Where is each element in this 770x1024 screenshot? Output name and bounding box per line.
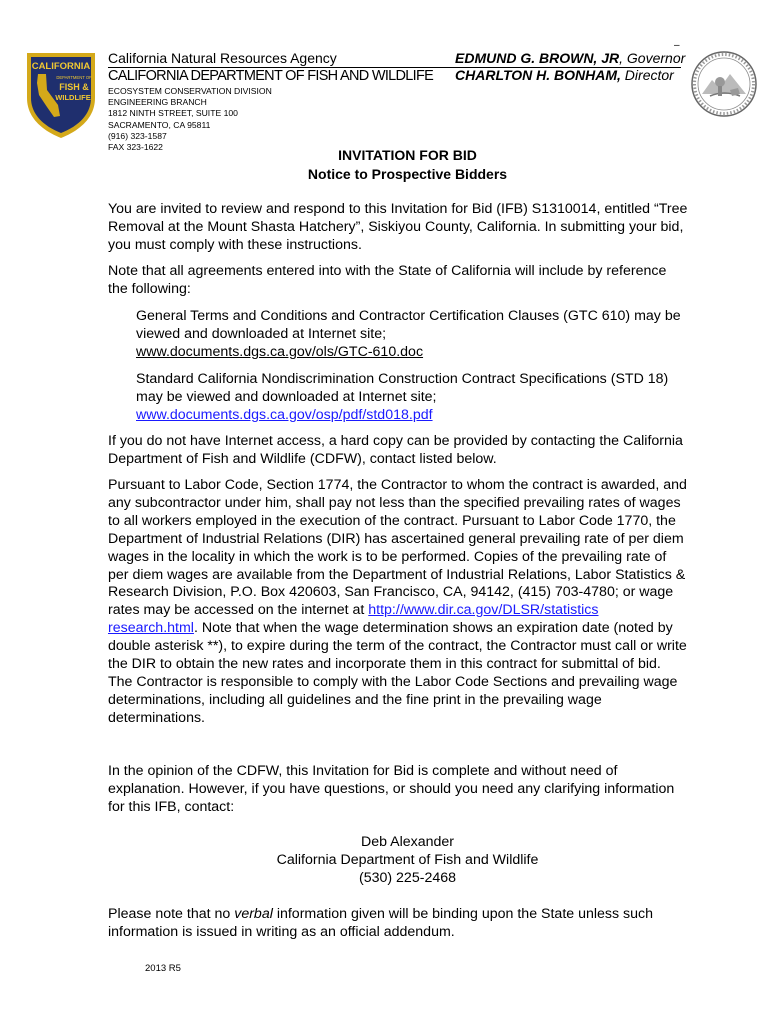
division-address — [108, 86, 272, 153]
director-title: Director — [620, 67, 674, 83]
document-title: INVITATION FOR BID — [338, 147, 477, 163]
dir-statistics-link[interactable]: http://www.dir.ca.gov/DLSR/statistics research.html — [108, 602, 599, 637]
logo-text-dept: DEPARTMENT OF — [56, 75, 92, 80]
verbal-word: verbal — [234, 906, 273, 922]
governor-name: EDMUND G. BROWN, JR — [455, 50, 620, 66]
governor-title: , Governor — [619, 50, 686, 66]
division-line: 1812 NINTH STREET, SUITE 100 — [108, 108, 238, 119]
division-line: ECOSYSTEM CONSERVATION DIVISION — [108, 86, 272, 96]
director-name: CHARLTON H. BONHAM, — [455, 67, 621, 83]
verbal-notice-paragraph — [108, 906, 688, 942]
contact-name: Deb Alexander — [360, 834, 455, 850]
verbal-text-before: Please note that no — [108, 906, 235, 922]
governor-line — [455, 50, 685, 66]
opinion-paragraph: In the opinion of the CDFW, this Invitation for Bid is complete and without need of explanation. However, if you have questions, or should you need any clarifying information for this IFB, contact: — [108, 763, 675, 815]
contact-org: California Department of Fish and Wildlife — [276, 852, 539, 868]
department-name: CALIFORNIA DEPARTMENT OF FISH AND WILDLIFE — [108, 68, 434, 84]
gtc-paragraph — [136, 308, 681, 362]
no-internet-paragraph: If you do not have Internet access, a hard copy can be provided by contacting the California Department of Fish and Wildlife (CDFW), contact listed below. — [108, 433, 683, 467]
gtc-text: General Terms and Conditions and Contractor Certification Clauses (GTC 610) may be viewed and downloaded at Internet site; — [136, 308, 681, 342]
cdfw-logo — [24, 50, 98, 140]
division-line: ENGINEERING BRANCH — [108, 97, 207, 108]
labor-text-before: Pursuant to Labor Code, Section 1774, the Contractor to whom the contract is awarded, and any subcontractor under him, shall pay not less than the specified prevailing rates of wages to all workers employed in the execution of the contract. Pursuant to Labor Code 1770, the Department of Industrial Relations (DIR) has ascertained general prevailing rate of per diem wages in the locality in which the work is to be performed. Copies of the prevailing rate of per diem wages are available from the Department of Industrial Relations, Labor Statistics & Research Division, P.O. Box 420603, San Francisco, CA, 94142, (415) 703-4780; or wage rates may be accessed on the internet at — [108, 477, 687, 619]
std-text: Standard California Nondiscrimination Construction Contract Specifications (STD 18) may be viewed and downloaded at Internet site; — [136, 371, 669, 405]
contact-phone: (530) 225-2468 — [358, 870, 457, 886]
verbal-text-after: information given will be binding upon the State unless such information is issued in writing as an official addendum. — [108, 906, 654, 940]
logo-text-california: CALIFORNIA — [31, 61, 91, 72]
state-seal — [690, 50, 758, 118]
labor-code-paragraph — [108, 477, 688, 728]
logo-text-wildlife: WILDLIFE — [55, 93, 91, 102]
labor-text-after: . Note that when the wage determination shows an expiration date (noted by double asterisk **), to expire during the term of the contract, the Contractor must call or write the DIR to obtain the new rates and incorporate them in this contract for submittal of bid. The Contractor is responsible to comply with the Labor Code Sections and prevailing wage determinations, including all guidelines and the fine print in the prevailing wage determinations. — [108, 620, 687, 726]
division-line: FAX 323-1622 — [108, 142, 163, 153]
division-line: (916) 323-1587 — [108, 130, 167, 141]
logo-text-fish: FISH & — [59, 82, 89, 92]
std-paragraph — [136, 371, 681, 425]
intro-paragraph: You are invited to review and respond to this Invitation for Bid (IFB) S1310014, entitled “Tree Removal at the Mount Shasta Hatchery”, Siskiyou County, California. In submitting your bid, you must comply with these instructions. — [108, 201, 688, 253]
revision-footer: 2013 R5 — [145, 963, 181, 974]
document-subtitle: Notice to Prospective Bidders — [307, 166, 508, 182]
division-line: SACRAMENTO, CA 95811 — [108, 119, 211, 130]
note-paragraph: Note that all agreements entered into with the State of California will include by reference the following: — [108, 263, 667, 297]
gtc-link[interactable]: www.documents.dgs.ca.gov/ols/GTC-610.doc — [136, 343, 424, 360]
std-link[interactable]: www.documents.dgs.ca.gov/osp/pdf/std018.pdf — [136, 406, 433, 423]
corner-mark: – — [674, 40, 680, 51]
director-line — [455, 67, 674, 83]
agency-name: California Natural Resources Agency — [108, 50, 337, 66]
